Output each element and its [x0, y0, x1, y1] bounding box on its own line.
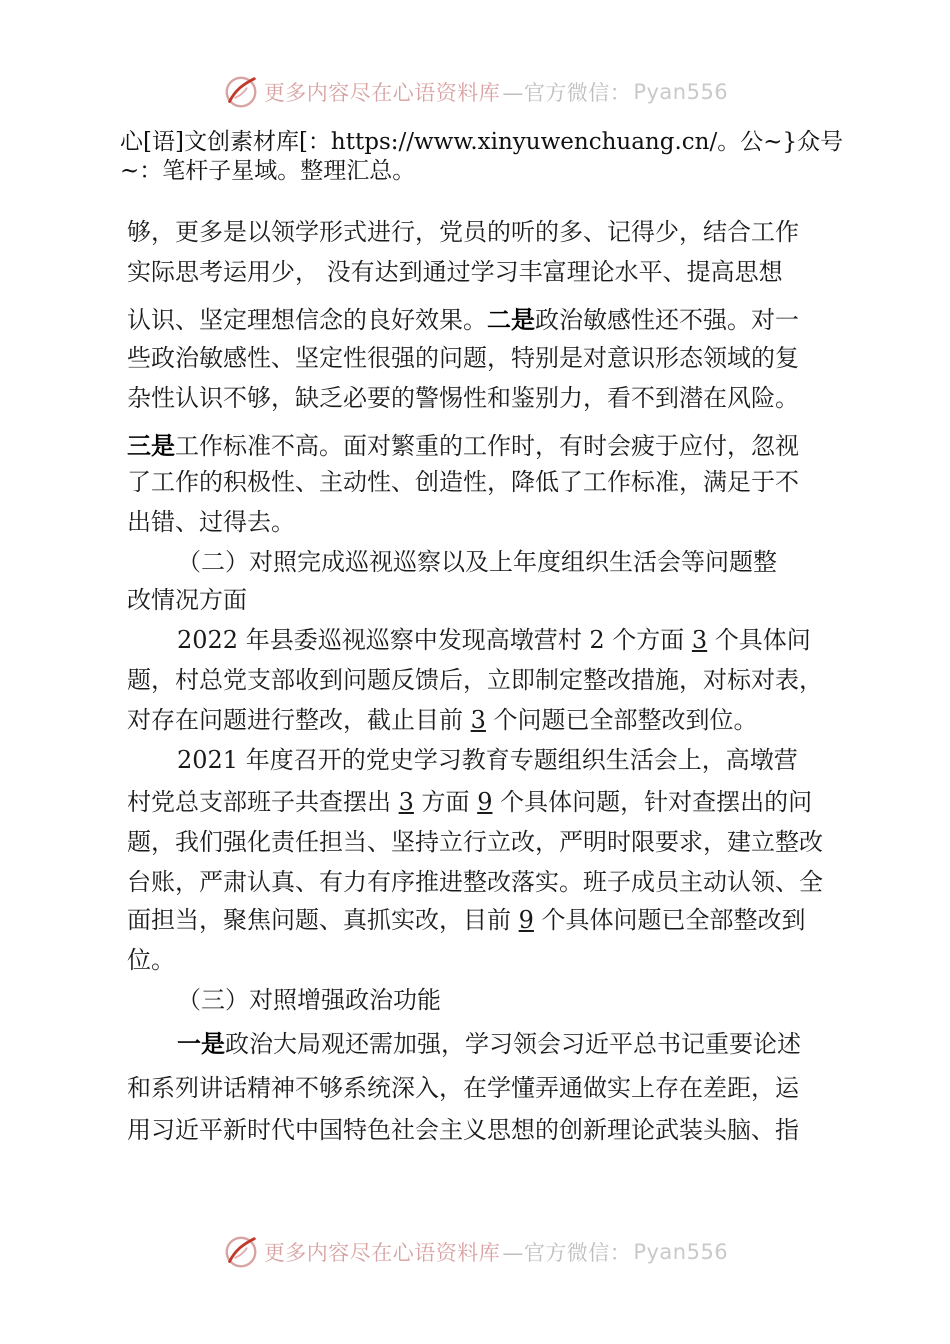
text-line: 了工作的积极性、主动性、创造性，降低了工作标准，满足于不 — [127, 468, 799, 496]
emphasis-label: 三是 — [127, 432, 175, 460]
count-value: 3 — [470, 706, 486, 734]
banner-wechat-label: —官方微信： — [502, 81, 632, 105]
banner-text: 更多内容尽在心语资料库 — [263, 81, 501, 105]
count-value: 3 — [398, 788, 414, 816]
count-value: 9 — [518, 906, 534, 934]
source-note: 心[语]文创素材库[：https://www.xinyuwenchuang.cn/。公~}众号~：笔杆子星域。整理汇总。 — [120, 129, 844, 184]
emphasis-label: 一是 — [177, 1030, 225, 1058]
count-value: 9 — [477, 788, 493, 816]
text-line: 位。 — [127, 946, 175, 974]
banner-wechat-label: —官方微信： — [502, 1241, 632, 1265]
section-heading: （二）对照完成巡视巡察以及上年度组织生活会等问题整 — [177, 548, 777, 576]
banner-wechat-id: Pyan556 — [633, 1240, 729, 1264]
text-line: 出错、过得去。 — [127, 508, 295, 536]
watermark-banner-bottom — [0, 1232, 950, 1272]
text-line: 2021 年度召开的党史学习教育专题组织生活会上，高墩营 — [177, 746, 798, 774]
text-line: 用习近平新时代中国特色社会主义思想的创新理论武装头脑、指 — [127, 1116, 799, 1144]
banner-wechat-id: Pyan556 — [633, 80, 729, 104]
text-line: 题，村总党支部收到问题反馈后，立即制定整改措施，对标对表， — [127, 666, 823, 694]
brush-logo-icon — [222, 1233, 260, 1271]
emphasis-label: 二是 — [487, 306, 535, 334]
text-line: 杂性认识不够，缺乏必要的警惕性和鉴别力，看不到潜在风险。 — [127, 384, 799, 412]
text-line: 题，我们强化责任担当、坚持立行立改，严明时限要求，建立整改 — [127, 828, 823, 856]
watermark-banner-top — [0, 72, 950, 112]
section-heading: 改情况方面 — [127, 586, 247, 614]
text-line: 面担当，聚焦问题、真抓实改，目前 9 个具体问题已全部整改到 — [127, 906, 806, 934]
text-line: 台账，严肃认真、有力有序推进整改落实。班子成员主动认领、全 — [127, 868, 823, 896]
text-line: 2022 年县委巡视巡察中发现高墩营村 2 个方面 3 个具体问 — [177, 626, 811, 654]
text-line: 认识、坚定理想信念的良好效果。二是政治敏感性还不强。对一 — [127, 306, 799, 334]
text-line: 些政治敏感性、坚定性很强的问题，特别是对意识形态领域的复 — [127, 344, 799, 372]
text-line: 和系列讲话精神不够系统深入，在学懂弄通做实上存在差距，运 — [127, 1074, 799, 1102]
text-line: 一是政治大局观还需加强，学习领会习近平总书记重要论述 — [177, 1030, 801, 1058]
count-value: 3 — [691, 626, 708, 654]
text-line: 够，更多是以领学形式进行，党员的听的多、记得少，结合工作 — [127, 218, 799, 246]
text-line: 实际思考运用少， 没有达到通过学习丰富理论水平、提高思想 — [127, 258, 783, 286]
text-line: 对存在问题进行整改，截止目前 3 个问题已全部整改到位。 — [127, 706, 758, 734]
text-line: 村党总支部班子共查摆出 3 方面 9 个具体问题，针对查摆出的问 — [127, 788, 813, 816]
text-line: 三是工作标准不高。面对繁重的工作时，有时会疲于应付，忽视 — [127, 432, 799, 460]
section-heading: （三）对照增强政治功能 — [177, 986, 441, 1014]
brush-logo-icon — [222, 73, 260, 111]
banner-text: 更多内容尽在心语资料库 — [263, 1241, 501, 1265]
